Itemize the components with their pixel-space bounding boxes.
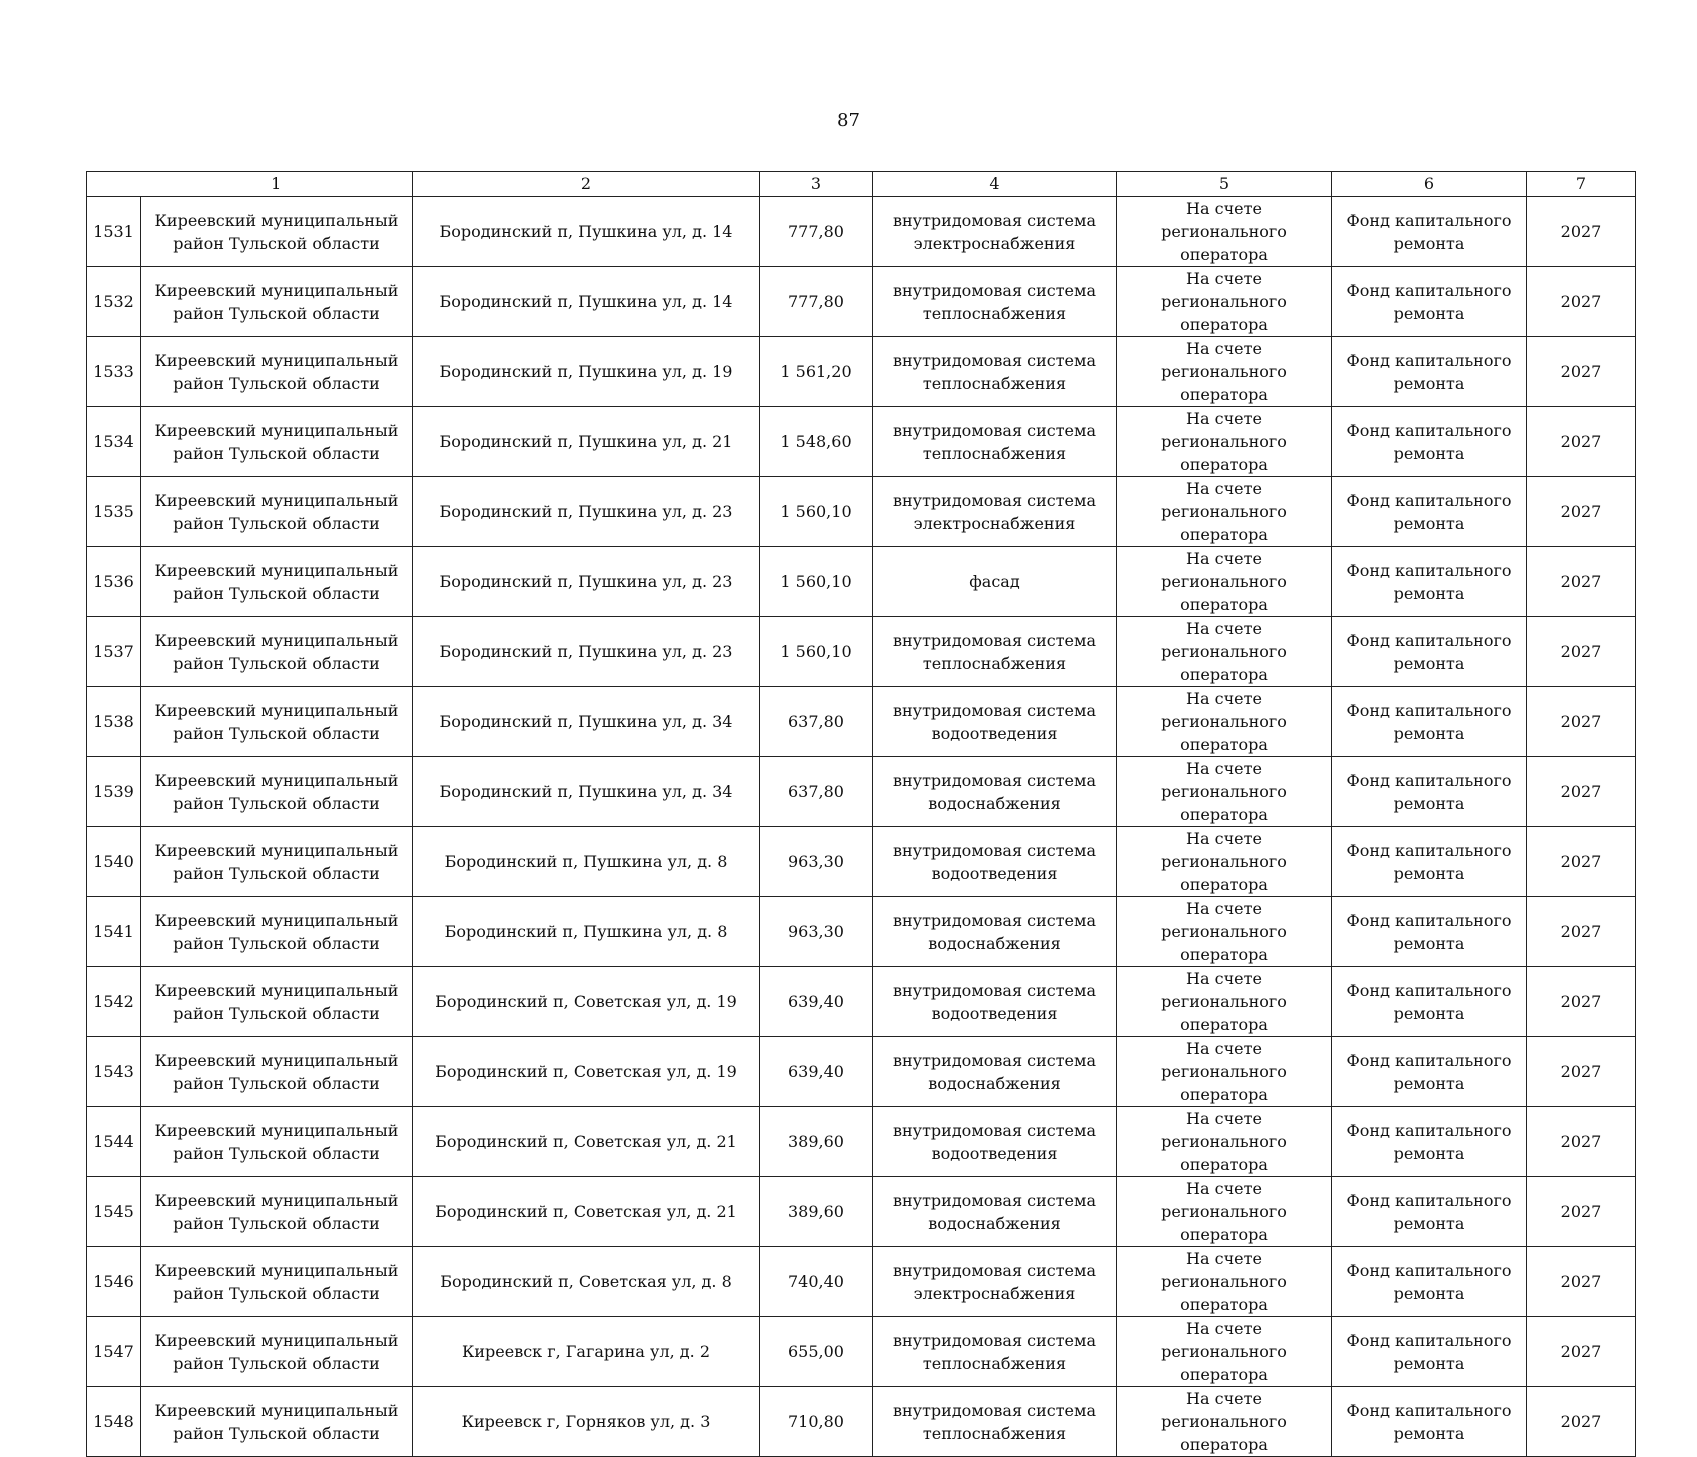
district-cell: Киреевский муниципальный район Тульской области xyxy=(141,407,413,477)
fund-account-cell: На счете регионального оператора xyxy=(1117,897,1332,967)
fund-account-cell: На счете регионального оператора xyxy=(1117,1247,1332,1317)
table-row xyxy=(87,967,1636,1037)
year-cell: 2027 xyxy=(1527,897,1636,967)
row-number-cell: 1541 xyxy=(87,897,141,967)
work-type-cell: внутридомовая система водоотведения xyxy=(873,687,1117,757)
funding-source-cell: Фонд капитального ремонта xyxy=(1332,1387,1527,1457)
address-cell: Бородинский п, Пушкина ул, д. 34 xyxy=(413,687,760,757)
district-cell: Киреевский муниципальный район Тульской области xyxy=(141,687,413,757)
area-cell: 637,80 xyxy=(760,687,873,757)
row-number-cell: 1546 xyxy=(87,1247,141,1317)
work-type-cell: внутридомовая система электроснабжения xyxy=(873,477,1117,547)
address-cell: Бородинский п, Пушкина ул, д. 8 xyxy=(413,827,760,897)
funding-source-cell: Фонд капитального ремонта xyxy=(1332,1177,1527,1247)
year-cell: 2027 xyxy=(1527,687,1636,757)
year-cell: 2027 xyxy=(1527,1317,1636,1387)
area-cell: 1 560,10 xyxy=(760,477,873,547)
fund-account-cell: На счете регионального оператора xyxy=(1117,267,1332,337)
header-blank-cell xyxy=(87,172,141,197)
column-header: 4 xyxy=(873,172,1117,197)
fund-account-cell: На счете регионального оператора xyxy=(1117,1177,1332,1247)
district-cell: Киреевский муниципальный район Тульской области xyxy=(141,1317,413,1387)
address-cell: Бородинский п, Пушкина ул, д. 23 xyxy=(413,617,760,687)
district-cell: Киреевский муниципальный район Тульской области xyxy=(141,617,413,687)
work-type-cell: внутридомовая система теплоснабжения xyxy=(873,337,1117,407)
table-row xyxy=(87,337,1636,407)
funding-source-cell: Фонд капитального ремонта xyxy=(1332,267,1527,337)
table-row xyxy=(87,687,1636,757)
area-cell: 740,40 xyxy=(760,1247,873,1317)
work-type-cell: внутридомовая система теплоснабжения xyxy=(873,267,1117,337)
fund-account-cell: На счете регионального оператора xyxy=(1117,197,1332,267)
table-row xyxy=(87,1387,1636,1457)
funding-source-cell: Фонд капитального ремонта xyxy=(1332,197,1527,267)
fund-account-cell: На счете регионального оператора xyxy=(1117,827,1332,897)
work-type-cell: фасад xyxy=(873,547,1117,617)
table-row xyxy=(87,1177,1636,1247)
work-type-cell: внутридомовая система электроснабжения xyxy=(873,1247,1117,1317)
year-cell: 2027 xyxy=(1527,477,1636,547)
table-row xyxy=(87,1107,1636,1177)
area-cell: 1 561,20 xyxy=(760,337,873,407)
address-cell: Бородинский п, Пушкина ул, д. 19 xyxy=(413,337,760,407)
district-cell: Киреевский муниципальный район Тульской области xyxy=(141,827,413,897)
funding-source-cell: Фонд капитального ремонта xyxy=(1332,337,1527,407)
row-number-cell: 1547 xyxy=(87,1317,141,1387)
row-number-cell: 1535 xyxy=(87,477,141,547)
year-cell: 2027 xyxy=(1527,1177,1636,1247)
fund-account-cell: На счете регионального оператора xyxy=(1117,967,1332,1037)
year-cell: 2027 xyxy=(1527,197,1636,267)
row-number-cell: 1542 xyxy=(87,967,141,1037)
funding-source-cell: Фонд капитального ремонта xyxy=(1332,967,1527,1037)
funding-source-cell: Фонд капитального ремонта xyxy=(1332,687,1527,757)
column-header: 1 xyxy=(141,172,413,197)
table-row xyxy=(87,897,1636,967)
funding-source-cell: Фонд капитального ремонта xyxy=(1332,407,1527,477)
work-type-cell: внутридомовая система водоотведения xyxy=(873,827,1117,897)
area-cell: 639,40 xyxy=(760,967,873,1037)
address-cell: Бородинский п, Советская ул, д. 21 xyxy=(413,1177,760,1247)
table-row xyxy=(87,267,1636,337)
column-header: 3 xyxy=(760,172,873,197)
row-number-cell: 1548 xyxy=(87,1387,141,1457)
funding-source-cell: Фонд капитального ремонта xyxy=(1332,757,1527,827)
area-cell: 1 560,10 xyxy=(760,617,873,687)
address-cell: Киреевск г, Горняков ул, д. 3 xyxy=(413,1387,760,1457)
row-number-cell: 1538 xyxy=(87,687,141,757)
area-cell: 389,60 xyxy=(760,1107,873,1177)
address-cell: Бородинский п, Пушкина ул, д. 23 xyxy=(413,547,760,617)
fund-account-cell: На счете регионального оператора xyxy=(1117,1037,1332,1107)
district-cell: Киреевский муниципальный район Тульской области xyxy=(141,547,413,617)
funding-source-cell: Фонд капитального ремонта xyxy=(1332,1247,1527,1317)
address-cell: Бородинский п, Советская ул, д. 19 xyxy=(413,1037,760,1107)
fund-account-cell: На счете регионального оператора xyxy=(1117,407,1332,477)
district-cell: Киреевский муниципальный район Тульской области xyxy=(141,967,413,1037)
year-cell: 2027 xyxy=(1527,407,1636,477)
row-number-cell: 1540 xyxy=(87,827,141,897)
year-cell: 2027 xyxy=(1527,267,1636,337)
row-number-cell: 1531 xyxy=(87,197,141,267)
row-number-cell: 1533 xyxy=(87,337,141,407)
work-type-cell: внутридомовая система электроснабжения xyxy=(873,197,1117,267)
work-type-cell: внутридомовая система водоснабжения xyxy=(873,757,1117,827)
area-cell: 389,60 xyxy=(760,1177,873,1247)
work-type-cell: внутридомовая система теплоснабжения xyxy=(873,1387,1117,1457)
district-cell: Киреевский муниципальный район Тульской области xyxy=(141,477,413,547)
table-row xyxy=(87,407,1636,477)
address-cell: Бородинский п, Пушкина ул, д. 8 xyxy=(413,897,760,967)
address-cell: Бородинский п, Пушкина ул, д. 14 xyxy=(413,197,760,267)
table-body xyxy=(87,197,1636,1457)
district-cell: Киреевский муниципальный район Тульской области xyxy=(141,267,413,337)
table-row xyxy=(87,827,1636,897)
area-cell: 637,80 xyxy=(760,757,873,827)
row-number-cell: 1536 xyxy=(87,547,141,617)
district-cell: Киреевский муниципальный район Тульской области xyxy=(141,757,413,827)
funding-source-cell: Фонд капитального ремонта xyxy=(1332,1317,1527,1387)
table-row xyxy=(87,1317,1636,1387)
address-cell: Бородинский п, Пушкина ул, д. 14 xyxy=(413,267,760,337)
year-cell: 2027 xyxy=(1527,967,1636,1037)
year-cell: 2027 xyxy=(1527,1037,1636,1107)
row-number-cell: 1545 xyxy=(87,1177,141,1247)
table-row xyxy=(87,617,1636,687)
row-number-cell: 1539 xyxy=(87,757,141,827)
work-type-cell: внутридомовая система водоотведения xyxy=(873,1107,1117,1177)
row-number-cell: 1532 xyxy=(87,267,141,337)
funding-source-cell: Фонд капитального ремонта xyxy=(1332,477,1527,547)
funding-source-cell: Фонд капитального ремонта xyxy=(1332,617,1527,687)
year-cell: 2027 xyxy=(1527,757,1636,827)
row-number-cell: 1543 xyxy=(87,1037,141,1107)
fund-account-cell: На счете регионального оператора xyxy=(1117,617,1332,687)
table-row xyxy=(87,477,1636,547)
year-cell: 2027 xyxy=(1527,337,1636,407)
district-cell: Киреевский муниципальный район Тульской области xyxy=(141,197,413,267)
address-cell: Бородинский п, Советская ул, д. 19 xyxy=(413,967,760,1037)
page-number: 87 xyxy=(837,110,860,131)
year-cell: 2027 xyxy=(1527,827,1636,897)
district-cell: Киреевский муниципальный район Тульской области xyxy=(141,1387,413,1457)
address-cell: Киреевск г, Гагарина ул, д. 2 xyxy=(413,1317,760,1387)
work-type-cell: внутридомовая система теплоснабжения xyxy=(873,407,1117,477)
column-header: 6 xyxy=(1332,172,1527,197)
district-cell: Киреевский муниципальный район Тульской области xyxy=(141,1037,413,1107)
funding-source-cell: Фонд капитального ремонта xyxy=(1332,897,1527,967)
district-cell: Киреевский муниципальный район Тульской области xyxy=(141,1247,413,1317)
column-header: 5 xyxy=(1117,172,1332,197)
work-type-cell: внутридомовая система водоотведения xyxy=(873,967,1117,1037)
address-cell: Бородинский п, Пушкина ул, д. 34 xyxy=(413,757,760,827)
district-cell: Киреевский муниципальный район Тульской области xyxy=(141,1107,413,1177)
table-row xyxy=(87,1247,1636,1317)
area-cell: 963,30 xyxy=(760,827,873,897)
fund-account-cell: На счете регионального оператора xyxy=(1117,477,1332,547)
year-cell: 2027 xyxy=(1527,1107,1636,1177)
funding-source-cell: Фонд капитального ремонта xyxy=(1332,547,1527,617)
year-cell: 2027 xyxy=(1527,547,1636,617)
area-cell: 1 548,60 xyxy=(760,407,873,477)
district-cell: Киреевский муниципальный район Тульской области xyxy=(141,1177,413,1247)
row-number-cell: 1544 xyxy=(87,1107,141,1177)
year-cell: 2027 xyxy=(1527,1247,1636,1317)
row-number-cell: 1534 xyxy=(87,407,141,477)
work-type-cell: внутридомовая система водоснабжения xyxy=(873,897,1117,967)
table-row xyxy=(87,1037,1636,1107)
work-type-cell: внутридомовая система теплоснабжения xyxy=(873,1317,1117,1387)
funding-source-cell: Фонд капитального ремонта xyxy=(1332,1107,1527,1177)
table-row xyxy=(87,197,1636,267)
table-row xyxy=(87,547,1636,617)
fund-account-cell: На счете регионального оператора xyxy=(1117,1317,1332,1387)
area-cell: 710,80 xyxy=(760,1387,873,1457)
funding-source-cell: Фонд капитального ремонта xyxy=(1332,1037,1527,1107)
work-type-cell: внутридомовая система теплоснабжения xyxy=(873,617,1117,687)
table-header xyxy=(87,172,1636,197)
area-cell: 1 560,10 xyxy=(760,547,873,617)
work-type-cell: внутридомовая система водоснабжения xyxy=(873,1177,1117,1247)
address-cell: Бородинский п, Советская ул, д. 8 xyxy=(413,1247,760,1317)
capital-repair-table xyxy=(86,171,1636,1457)
column-header: 7 xyxy=(1527,172,1636,197)
area-cell: 777,80 xyxy=(760,197,873,267)
column-header: 2 xyxy=(413,172,760,197)
year-cell: 2027 xyxy=(1527,1387,1636,1457)
row-number-cell: 1537 xyxy=(87,617,141,687)
work-type-cell: внутридомовая система водоснабжения xyxy=(873,1037,1117,1107)
fund-account-cell: На счете регионального оператора xyxy=(1117,337,1332,407)
fund-account-cell: На счете регионального оператора xyxy=(1117,1107,1332,1177)
area-cell: 639,40 xyxy=(760,1037,873,1107)
district-cell: Киреевский муниципальный район Тульской области xyxy=(141,337,413,407)
address-cell: Бородинский п, Пушкина ул, д. 21 xyxy=(413,407,760,477)
table-row xyxy=(87,757,1636,827)
district-cell: Киреевский муниципальный район Тульской области xyxy=(141,897,413,967)
funding-source-cell: Фонд капитального ремонта xyxy=(1332,827,1527,897)
fund-account-cell: На счете регионального оператора xyxy=(1117,757,1332,827)
fund-account-cell: На счете регионального оператора xyxy=(1117,687,1332,757)
area-cell: 777,80 xyxy=(760,267,873,337)
address-cell: Бородинский п, Пушкина ул, д. 23 xyxy=(413,477,760,547)
year-cell: 2027 xyxy=(1527,617,1636,687)
fund-account-cell: На счете регионального оператора xyxy=(1117,1387,1332,1457)
address-cell: Бородинский п, Советская ул, д. 21 xyxy=(413,1107,760,1177)
area-cell: 655,00 xyxy=(760,1317,873,1387)
fund-account-cell: На счете регионального оператора xyxy=(1117,547,1332,617)
area-cell: 963,30 xyxy=(760,897,873,967)
